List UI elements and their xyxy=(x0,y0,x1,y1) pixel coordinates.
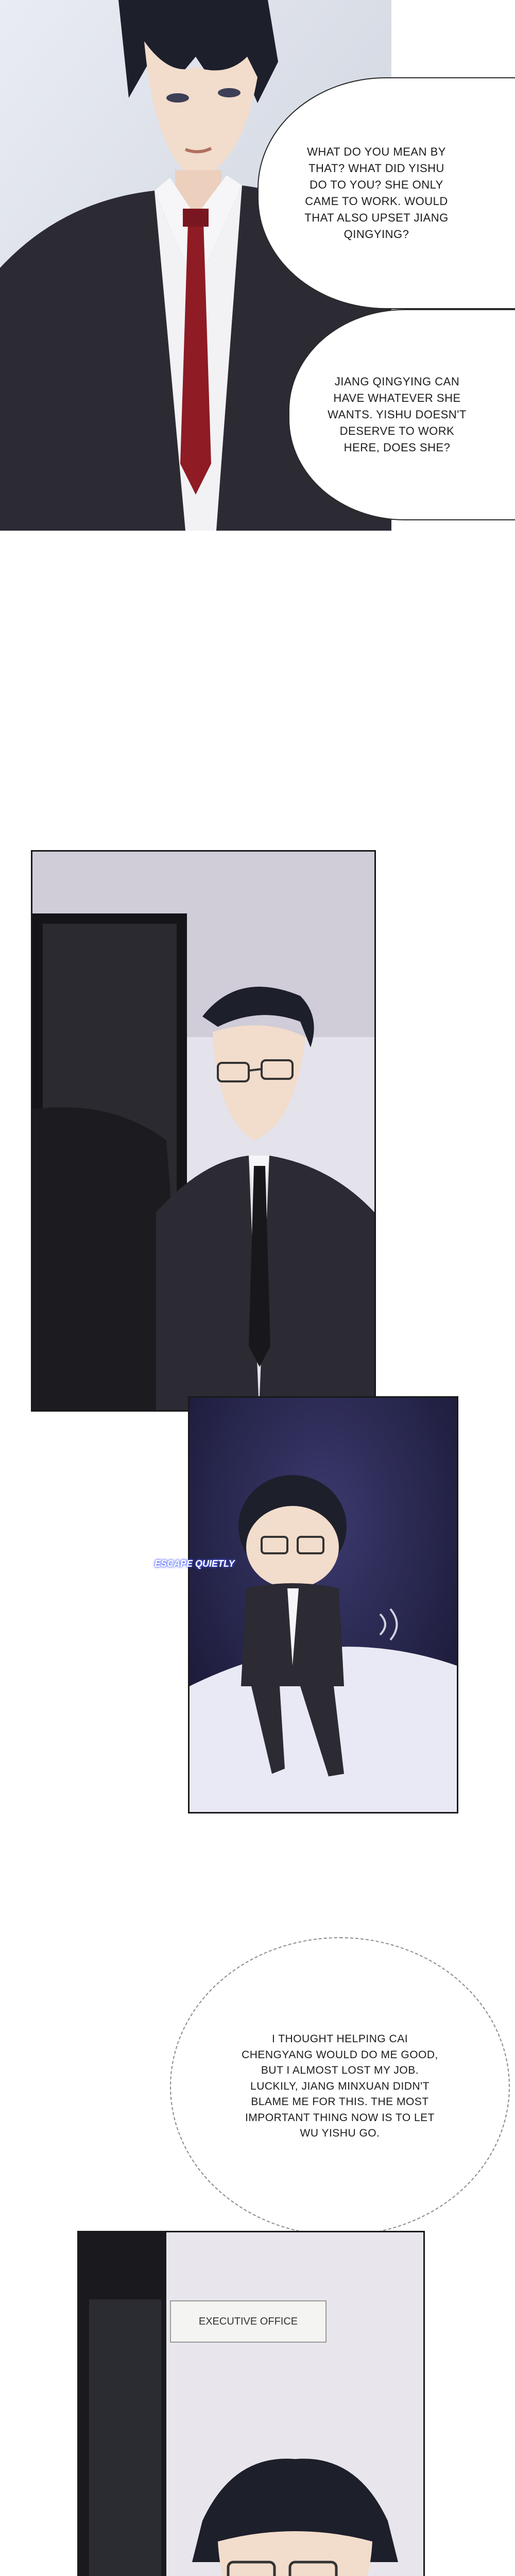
sfx-escape-quietly: ESCAPE QUIETLY xyxy=(154,1558,235,1569)
speech-bubble-2-text: JIANG QINGYING CAN HAVE WHATEVER SHE WANTS. YISHU DOESN'T DESERVE TO WORK HERE, DOES SHE? xyxy=(328,375,467,454)
executive-office-sign: EXECUTIVE OFFICE xyxy=(170,2300,327,2343)
thought-bubble-text: I THOUGHT HELPING CAI CHENGYANG WOULD DO ME GOOD, BUT I ALMOST LOST MY JOB. LUCKILY, JIANG MINXUAN DIDN'T BLAME ME FOR THIS. THE MOST IMPORTANT THING NOW IS TO LET WU YISHU GO. xyxy=(242,2033,438,2140)
panel-2 xyxy=(31,850,376,1412)
panel-4 xyxy=(77,2231,425,2576)
panel-3 xyxy=(188,1396,458,1814)
panel-4-art xyxy=(79,2232,423,2576)
speech-bubble-2 xyxy=(288,309,515,520)
speech-bubble-1 xyxy=(258,77,515,309)
speech-bubble-1-text: WHAT DO YOU MEAN BY THAT? WHAT DID YISHU DO TO YOU? SHE ONLY CAME TO WORK. WOULD THAT ALSO UPSET JIANG QINGYING? xyxy=(304,145,449,241)
thought-bubble xyxy=(170,1937,510,2236)
panel-2-art xyxy=(32,852,374,1410)
panel-3-art xyxy=(190,1398,457,1812)
